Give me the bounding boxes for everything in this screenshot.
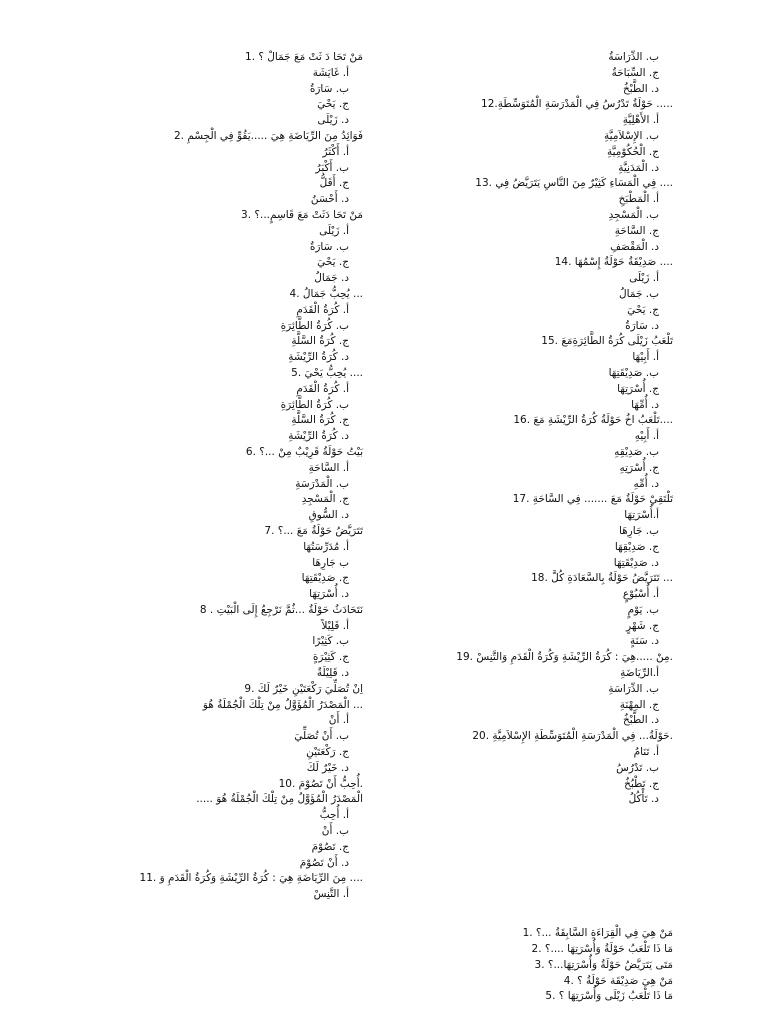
answer-option: ج. يَحْيَ [627, 303, 659, 316]
answer-option: أ. مُدَرِّسَتُهَا [303, 540, 349, 553]
answer-option: د. الْمَدَنِيَّةِ [618, 161, 659, 174]
answer-option: أ. أَبِيْهَا [632, 351, 659, 364]
written-question-line: مَا ذَا تَلْعَبُ زَيْلَى وَأُسْرَتِهَا ؟ .5 [545, 990, 673, 1003]
answer-option: د. أُسْرَتِهَا [309, 588, 349, 601]
question-line: الْمَصْدَرُ الْمُؤَوَّلُ مِنْ تِلْكَ الْجُمْلَةُ هُوَ ..... [196, 793, 363, 806]
question-line: تَلْتَقِيْ حَوْلَةُ مَعَ ....... فِي السَّاحَةِ .17 [512, 493, 673, 506]
answer-option: أ. تَنَامُ [633, 746, 659, 759]
answer-option: أ.أُسْرَتِهَا [624, 509, 659, 522]
answer-option: أ. أُحِبُّ [319, 809, 349, 822]
question-line: ... يُحِبُّ جَمَالُ .4 [289, 287, 363, 300]
answer-option: ج. صَدِيْقَتِهَا [301, 572, 349, 585]
answer-option: ج. أُسْرَتِهَا [617, 382, 659, 395]
answer-option: ب. الدِّرَاسَةِ [608, 682, 659, 695]
answer-option: ج. تَصُوْمَ [311, 840, 349, 853]
answer-option: د. السُّوقِ [308, 509, 349, 522]
question-line: .... فِي الْمَسَاءِ كَثِيْرٌ مِنَ النَّاسِ يَتَرَيَّضُ فِي .13 [475, 177, 673, 190]
answer-option: أ. أَبِيْهِ [634, 430, 659, 443]
answer-option: أ. الْمَطْبَخِ [618, 193, 659, 206]
answer-option: ب. جَارِهَا [618, 524, 659, 537]
answer-option: ب. كُرَةُ الطَّائِرَةِ [280, 319, 349, 332]
answer-option: أ. كُرَةُ الْقَدَمِ [296, 382, 349, 395]
question-line: ....تَلْعَبُ اخُ حَوْلَةُ كُرَةُ الرِّيْشَةِ مَعَ .16 [513, 414, 673, 427]
written-question-line: مَنْ هِيَ صَدِيْقَة حَوْلَةُ ؟ .4 [563, 974, 673, 987]
question-line: فَوَائِدُ مِنَ الرِّيَاضَةِ هِيَ .....يَقُوِّ فِي الْجِسْمِ .2 [173, 129, 363, 142]
answer-option: ب. سَارَةُ [309, 240, 349, 253]
answer-option: د. كُرَةُ الرِّيْشَةِ [288, 351, 349, 364]
question-line: ... تَتَرَيَّضُ حَوْلَةُ بِالسَّعَادَةِ كُلَّ .18 [531, 572, 673, 585]
answer-option: ج. الْحُكُوْمِيَّةِ [607, 145, 659, 158]
question-line: .... مِنَ الرِّيَاضَةِ هِيَ : كُرَةُ الرِّيْشَةِ وَكُرَةُ الْقَدَمِ وَ .11 [139, 872, 363, 885]
answer-option: ج. السِّبَاحَةُ [611, 66, 659, 79]
answer-option: د. الْمَقْصَفِ [610, 240, 659, 253]
answer-option: د. سَنَةٍ [630, 635, 659, 648]
answer-option: أ. أُسْبُوْعٍ [622, 588, 659, 601]
answer-option: ج. كُرَةُ السَّلَّةِ [291, 335, 349, 348]
answer-option: ج. أُسْرَتِهِ [619, 461, 659, 474]
answer-option: ب. كُرَةُ الطَّائِرَةِ [280, 398, 349, 411]
answer-option: أ.الرِّيَاضَةِ [620, 667, 659, 680]
left-question-column [93, 50, 363, 903]
answer-option: ج. كُرَةُ السَّلَّةِ [291, 414, 349, 427]
answer-option: ب. أَنْ [321, 825, 349, 838]
written-question-line: مَا ذَا تَلْعَبُ حَوْلَةُ وَأُسْرَتِهَا ....؟ .2 [531, 943, 673, 956]
question-line: .... يُحِبُّ يَحْيَ .5 [291, 366, 363, 379]
answer-option: ب. كَثِيْرًا [312, 635, 349, 648]
answer-option: ج. يَحْيَ [317, 98, 349, 111]
answer-option: د. أَنْ تَصُوْمَ [299, 856, 349, 869]
answer-option: د. تَأْكُلُ [628, 793, 659, 806]
answer-option: أ. قَلِيْلاً [321, 619, 349, 632]
answer-option: ج. رَكْعَتَيْنِ [306, 746, 349, 759]
answer-option: ج. السَّاحَةِ [614, 224, 659, 237]
answer-option: ب. تَدْرُسُ [616, 761, 659, 774]
answer-option: د. قَلِيْلَةٌ [316, 667, 349, 680]
answer-option: ج. شَهْرٍ [626, 619, 659, 632]
answer-option: د. خَيْرٌ لَكَ [306, 761, 349, 774]
answer-option: د. جَمَالُ [314, 272, 349, 285]
question-line: بَيْتُ حَوْلَةُ قَرِيْبٌ مِنْ ...؟ .6 [245, 445, 363, 458]
question-line: .مِنْ .....هِيَ : كُرَةُ الرِّيْشَةِ وَكُرَةُ الْقَدَمِ وَالتَّنِسْ .19 [456, 651, 673, 664]
answer-option: د. الطَّبْخُ [622, 714, 659, 727]
answer-option: د. صَدِيْقَتِهَا [613, 556, 659, 569]
question-line: تَلْعَبُ زَيْلَى كُرَةُ الطَّائِرَةِمَعَ .15 [541, 335, 673, 348]
answer-option: أ. زَيْلَى [319, 224, 349, 237]
question-line: ..... حَوْلَةُ تَدْرُسُ فِي الْمَدْرَسَةِ الْمُتَوَسِّطَةِ.12 [481, 98, 673, 111]
question-line: .حَوْلَةُ... فِي الْمَدْرَسَةِ الْمُتَوَسِّطَةِ الإِسْلاَمِيَّةِ .20 [472, 730, 673, 743]
answer-option: ج. أَقَلُّ [319, 177, 349, 190]
answer-option: ب. أَكْبَرُ [315, 161, 349, 174]
question-line: مَنْ تَحَا دَثَتْ مَعَ قَاسِمٍ...؟ .3 [241, 208, 363, 221]
question-line: .... صَدِيْقَةُ حَوْلَةُ إِسْمُهَا .14 [554, 256, 673, 269]
question-line: ... الْمَصْدَرُ الْمُؤَوَّلُ مِنْ تِلْكَ الْجُمْلَةُ هُوَ [202, 698, 363, 711]
section-gap [373, 808, 673, 926]
answer-option: د. كُرَةُ الرِّيْشَةِ [288, 430, 349, 443]
answer-option: ب. صَدِيْقِهِ [614, 445, 659, 458]
answer-option: أ. التَّنِسْ [313, 888, 349, 901]
answer-option: ب. صَدِيْقَتِهَا [608, 366, 659, 379]
answer-option: ج. صَدِيْقِهَا [614, 540, 659, 553]
answer-option: ج. يَحْيَ [317, 256, 349, 269]
question-line: اِنْ تُصَلِّيَ رَكْعَتَيْنِ خَيْرٌ لَكَ .9 [244, 682, 363, 695]
answer-option: أ. أَنْ [328, 714, 349, 727]
written-question-line: مَنْ هِيَ فِي الْقِرَاءَةِ السَّابِقَةُ ...؟ .1 [522, 927, 673, 940]
written-question-line: مَتَى يَتَرَيَّضُ حَوْلَةُ وَأُسْرَتِهَا...؟ .3 [534, 958, 673, 971]
answer-option: ب. جَمَالُ [619, 287, 659, 300]
answer-option: أ. الأَهْلِيَّةِ [622, 114, 659, 127]
answer-option: ج. المِهْنَةِ [619, 698, 659, 711]
answer-option: ب جَارِهَا [312, 556, 349, 569]
answer-option: د. الطَّبْخُ [622, 82, 659, 95]
answer-option: ج. تَطْبُخُ [624, 777, 659, 790]
answer-option: د. سَارَةُ [625, 319, 659, 332]
answer-option: ب. الإِسْلاَمِيَّةِ [604, 129, 659, 142]
answer-option: ب. الْمَسْجِدِ [608, 208, 659, 221]
answer-option: ب. يَوْمٍ [627, 603, 659, 616]
answer-option: أ. كُرَةُ الْقَدَمِ [296, 303, 349, 316]
question-line: مَنْ تَحَا دَ ثَتْ مَعَ جَمَالْ ؟ .1 [245, 51, 363, 63]
answer-option: أ. السَّاحَةِ [308, 461, 349, 474]
answer-option: أ. زَيْلَى [629, 272, 659, 285]
answer-option: ج. كَثِيْرَةٍ [312, 651, 349, 664]
question-line: نَتَحَادَثُ حَوْلَةُ ...ثُمَّ نَرْجِعُ إِلَى الْبَيْتِ . 8 [199, 603, 363, 616]
answer-option: ج. الْمَسْجِدِ [301, 493, 349, 506]
question-line: .أُحِبُّ أَنْ تَصُوْمَ .10 [278, 777, 363, 790]
question-line: تَتَرَيَّضُ حَوْلَةُ مَعَ ...؟ .7 [264, 524, 363, 537]
answer-option: أ. أَكْثَرُ [322, 145, 349, 158]
answer-option: د. أُمِّهَا [631, 398, 659, 411]
answer-option: د. أُمِّهِ [633, 477, 659, 490]
answer-option: ب. سَارَةُ [309, 82, 349, 95]
answer-option: ب. أَنْ تُصَلِّيَ [294, 730, 349, 743]
right-question-column [373, 50, 673, 1005]
answer-option: د. زَيْلَى [317, 114, 349, 127]
answer-option: ب. الْمَدْرَسَةِ [295, 477, 349, 490]
answer-option: ب. الدِّرَاسَةُ [608, 51, 659, 63]
answer-option: أ. غَايَشَة [312, 66, 349, 79]
answer-option: د. أَحْسَنُ [310, 193, 349, 206]
